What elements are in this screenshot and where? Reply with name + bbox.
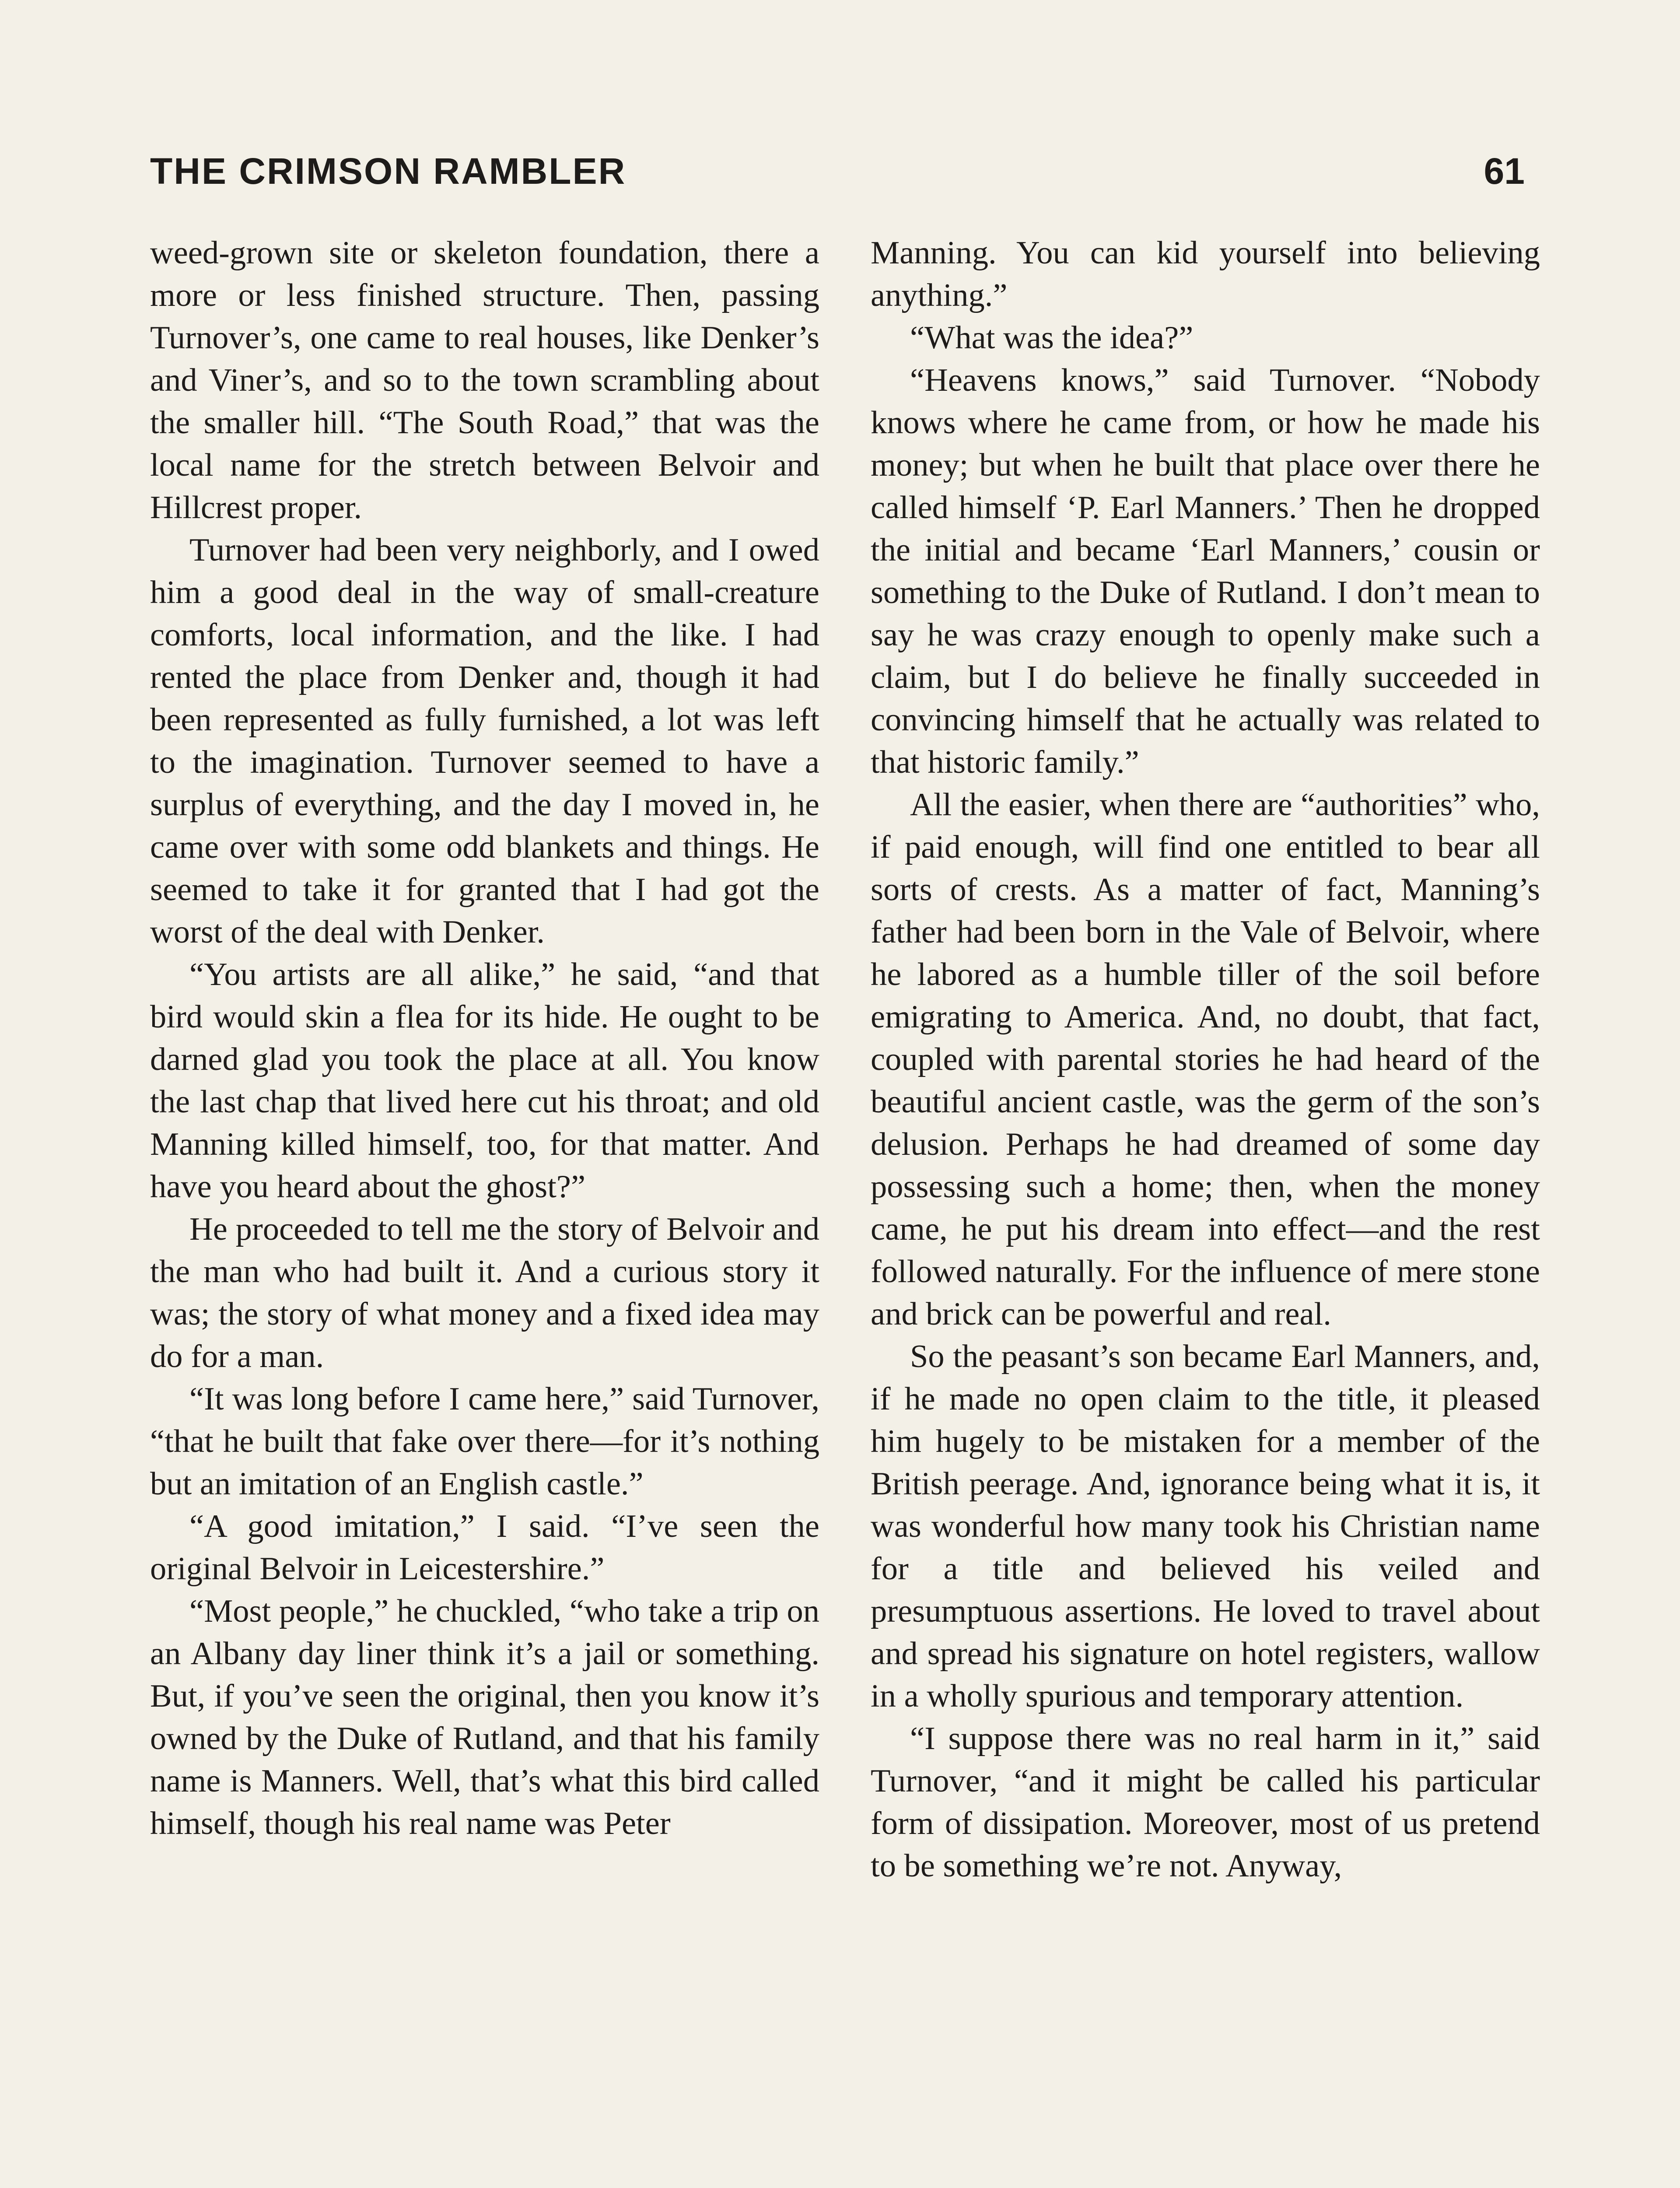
right-column	[871, 232, 1540, 1887]
paragraph: weed-grown site or skeleton foundation, there a more or less finished structure. Then, passing Turnover’s, one came to real houses, like Denker’s and Viner’s, and so to the town scrambling about the smaller hill. “The South Road,” that was the local name for the stretch between Belvoir and Hillcrest proper.	[150, 235, 819, 526]
paragraph: “A good imitation,” I said. “I’ve seen the original Belvoir in Leicestershire.”	[150, 1508, 819, 1587]
paragraph: “It was long before I came here,” said Turnover, “that he built that fake over there—for it’s nothing but an imitation of an English castle.”	[150, 1381, 819, 1502]
paragraph: “I suppose there was no real harm in it,” said Turnover, “and it might be called his particular form of dissipation. Moreover, most of us pretend to be something we’re not. Anyway,	[871, 1721, 1540, 1884]
running-header	[150, 147, 1525, 204]
running-title: THE CRIMSON RAMBLER	[150, 151, 626, 192]
page-number: 61	[1484, 151, 1525, 192]
paragraph: All the easier, when there are “authorities” who, if paid enough, will find one entitled to bear all sorts of crests. As a matter of fact, Manning’s father had been born in the Vale of Belvoir, where he labored as a humble tiller of the soil before emigrating to America. And, no doubt, that fact, coupled with parental stories he had heard of the beautiful ancient castle, was the germ of the son’s delusion. Perhaps he had dreamed of some day possessing such a home; then, when the money came, he put his dream into effect—and the rest followed naturally. For the influence of mere stone and brick can be powerful and real.	[871, 787, 1540, 1332]
paragraph: So the peasant’s son became Earl Manners, and, if he made no open claim to the title, it pleased him hugely to be mistaken for a member of the British peerage. And, ignorance being what it is, it was wonderful how many took his Christian name for a title and believed his veiled and presumptuous assertions. He loved to travel about and spread his signature on hotel registers, wallow in a wholly spurious and temporary attention.	[871, 1339, 1540, 1714]
paragraph: “What was the idea?”	[910, 320, 1194, 356]
paragraph: “Heavens knows,” said Turnover. “Nobody knows where he came from, or how he made his money; but when he built that place over there he called himself ‘P. Earl Manners.’ Then he dropped the initial and became ‘Earl Manners,’ cousin or something to the Duke of Rutland. I don’t mean to say he was crazy enough to openly make such a claim, but I do believe he finally succeeded in convincing himself that he actually was related to that historic family.”	[871, 362, 1540, 780]
paragraph: He proceeded to tell me the story of Belvoir and the man who had built it. And a curious story it was; the story of what money and a fixed idea may do for a man.	[150, 1211, 819, 1375]
paragraph: Turnover had been very neighborly, and I owed him a good deal in the way of small-creature comforts, local information, and the like. I had rented the place from Denker and, though it had been represented as fully furnished, a lot was left to the imagination. Turnover seemed to have a surplus of everything, and the day I moved in, he came over with some odd blankets and things. He seemed to take it for granted that I had got the worst of the deal with Denker.	[150, 532, 819, 950]
paragraph: “You artists are all alike,” he said, “and that bird would skin a flea for its hide. He ought to be darned glad you took the place at all. You know the last chap that lived here cut his throat; and old Manning killed himself, too, for that matter. And have you heard about the ghost?”	[150, 957, 819, 1205]
paragraph: Manning. You can kid yourself into believing anything.”	[871, 235, 1540, 313]
paragraph: “Most people,” he chuckled, “who take a trip on an Albany day liner think it’s a jail or something. But, if you’ve seen the original, then you know it’s owned by the Duke of Rutland, and that his family name is Manners. Well, that’s what this bird called himself, though his real name was Peter	[150, 1593, 819, 1841]
left-column	[150, 232, 819, 1845]
